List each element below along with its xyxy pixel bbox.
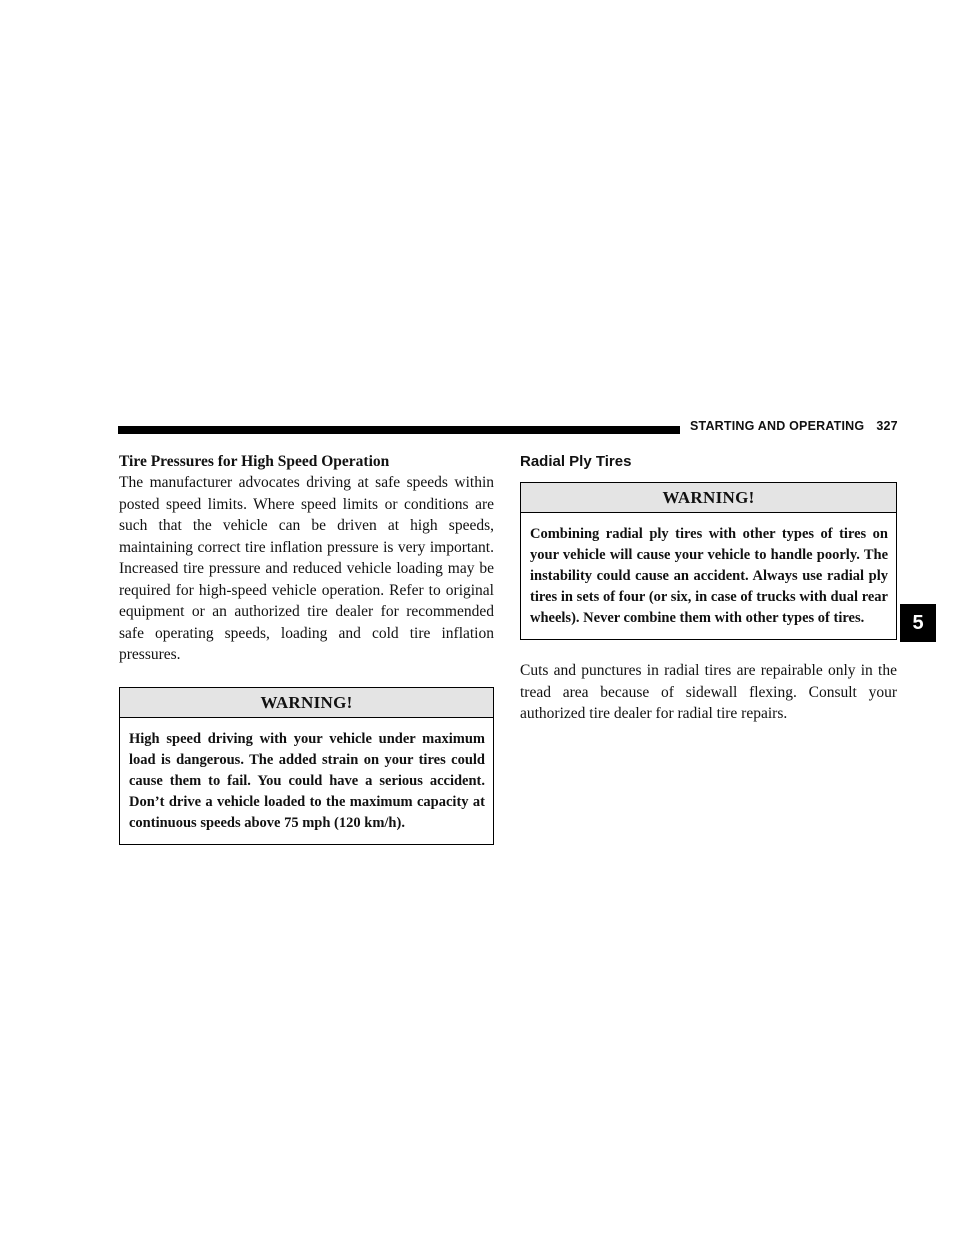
warning-title: WARNING!: [521, 483, 896, 513]
paragraph-radial-repairs: Cuts and punctures in radial tires are repairable only in the tread area because of sidewall flexing. Consult your authorized tire dealer for radial tire repairs.: [520, 662, 897, 722]
right-column: [520, 452, 897, 725]
warning-box-radial-ply: [520, 482, 897, 640]
warning-text: High speed driving with your vehicle under maximum load is dangerous. The added strain on your tires could cause them to fail. You could have a serious accident. Don’t drive a vehicle loaded to the maximum capacity at continuous speeds above 75 mph (120 km/h).: [129, 730, 485, 831]
warning-box-high-speed: [119, 687, 494, 845]
paragraph-high-speed: The manufacturer advocates driving at safe speeds within posted speed limits. Where speed limits or conditions are such that the vehicle can be driven at high speeds, maintaining correct tire inflation pressure is very important. Increased tire pressure and reduced vehicle loading may be required for high-speed vehicle operation. Refer to original equipment or an authorized tire dealer for recommended safe operating speeds, loading and cold tire inflation pressures.: [119, 474, 494, 663]
page-number: 327: [876, 419, 898, 433]
chapter-tab: 5: [900, 604, 936, 642]
left-column: [119, 452, 494, 845]
heading-radial-ply: Radial Ply Tires: [520, 453, 632, 470]
header-rule: [118, 426, 680, 434]
section-title: STARTING AND OPERATING: [690, 419, 865, 433]
subheading-high-speed: Tire Pressures for High Speed Operation: [119, 453, 390, 470]
running-header: [690, 419, 898, 433]
warning-title: WARNING!: [120, 688, 493, 718]
warning-text: Combining radial ply tires with other types of tires on your vehicle will cause your vehicle to handle poorly. The instability could cause an accident. Always use radial ply tires in sets of four (or six, in case of trucks with dual rear wheels). Never combine them with other types of tires.: [530, 526, 888, 626]
